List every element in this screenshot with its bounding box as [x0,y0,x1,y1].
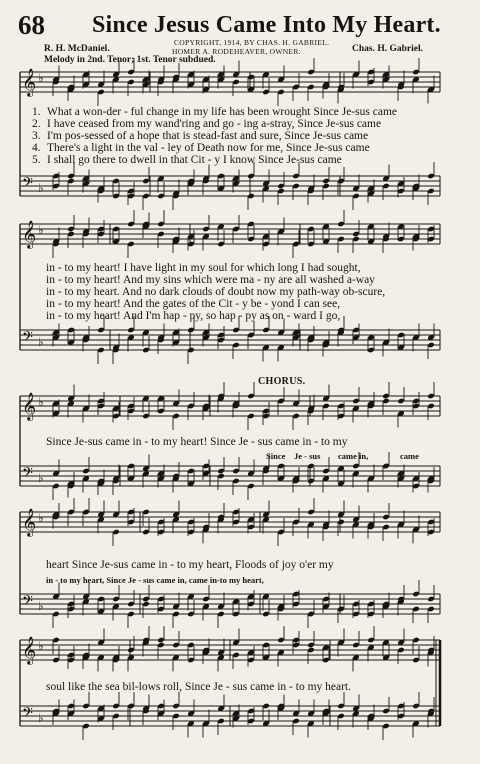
flat-sign: ♭ [38,395,44,409]
verse-line: in - to my heart. And no dark clouds of doubt now my path-way ob-scure, [46,286,386,298]
flat-sign: ♭ [38,223,44,237]
verse-line: in - to my heart! And the gates of the Cit - y be - yond I can see, [46,298,341,310]
owner-line: HOMER A. RODEHEAVER, OWNER. [172,47,301,56]
verse-line: in - to my heart! And I'm hap - py, so hap - py as on - ward I go, [46,310,341,322]
verse-line: There's a light in the val - ley of Death now for me, Since Je-sus came [47,142,370,154]
verse-number: 2. [32,118,41,130]
performance-note: Melody in 2nd. Tenor; 1st. Tenor subdued. [44,55,216,65]
flat-sign: ♭ [38,711,44,725]
verse-number: 3. [32,130,41,142]
verse-line: What a won-der - ful change in my life has been wrought Since Je-sus came [47,106,397,118]
flat-sign: ♭ [38,71,44,85]
treble-clef: 𝄞 [22,68,37,96]
lyricist-credit: R. H. McDaniel. [44,44,110,54]
chorus-line: Since Je-sus came in - to my heart! Since Je - sus came in - to my [46,436,348,448]
verse-line: I have ceased from my wand'ring and go - ing a-stray, Since Je-sus came [47,118,382,130]
bass-word: came in, [338,451,369,461]
hymn-title: Since Jesus Came Into My Heart. [92,12,441,38]
chorus-line: heart Since Je-sus came in - to my heart, Floods of joy o'er my [46,559,334,571]
bass-word: Je - sus [294,451,321,461]
copyright-line: COPYRIGHT, 1914, BY CHAS. H. GABRIEL. [174,38,330,47]
flat-sign: ♭ [38,471,44,485]
bass-word: came [400,451,419,461]
verse-line: I'm pos-sessed of a hope that is stead-fast and sure, Since Je-sus came [47,130,369,142]
flat-sign: ♭ [38,335,44,349]
treble-clef: 𝄞 [22,508,37,536]
verse-number: 5. [32,154,41,166]
flat-sign: ♭ [38,181,44,195]
treble-clef: 𝄞 [22,392,37,420]
chorus-label: CHORUS. [258,376,306,387]
composer-credit: Chas. H. Gabriel. [352,44,423,54]
verse-line: I shall go there to dwell in that Cit - y I know Since Je-sus came [47,154,342,166]
bass-word: Since [266,451,286,461]
verse-line: in - to my heart! I have light in my soul for which long I had sought, [46,262,361,274]
verse-line: in - to my heart! And my sins which were ma - ny are all washed a-way [46,274,375,286]
hymn-number: 68 [18,10,45,40]
bass-clef: 𝄢 [22,329,33,349]
chorus-line: soul like the sea bil-lows roll, Since Je - sus came in - to my heart. [46,681,352,693]
chorus-bass-line: in - to my heart, Since Je - sus came in, came in-to my heart, [46,575,264,585]
bass-clef: 𝄢 [22,175,33,195]
flat-sign: ♭ [38,511,44,525]
verse-number: 4. [32,142,41,154]
flat-sign: ♭ [38,639,44,653]
bass-clef: 𝄢 [22,465,33,485]
flat-sign: ♭ [38,599,44,613]
verse-number: 1. [32,106,41,118]
treble-clef: 𝄞 [22,636,37,664]
bass-clef: 𝄢 [22,705,33,725]
bass-clef: 𝄢 [22,593,33,613]
treble-clef: 𝄞 [22,220,37,248]
